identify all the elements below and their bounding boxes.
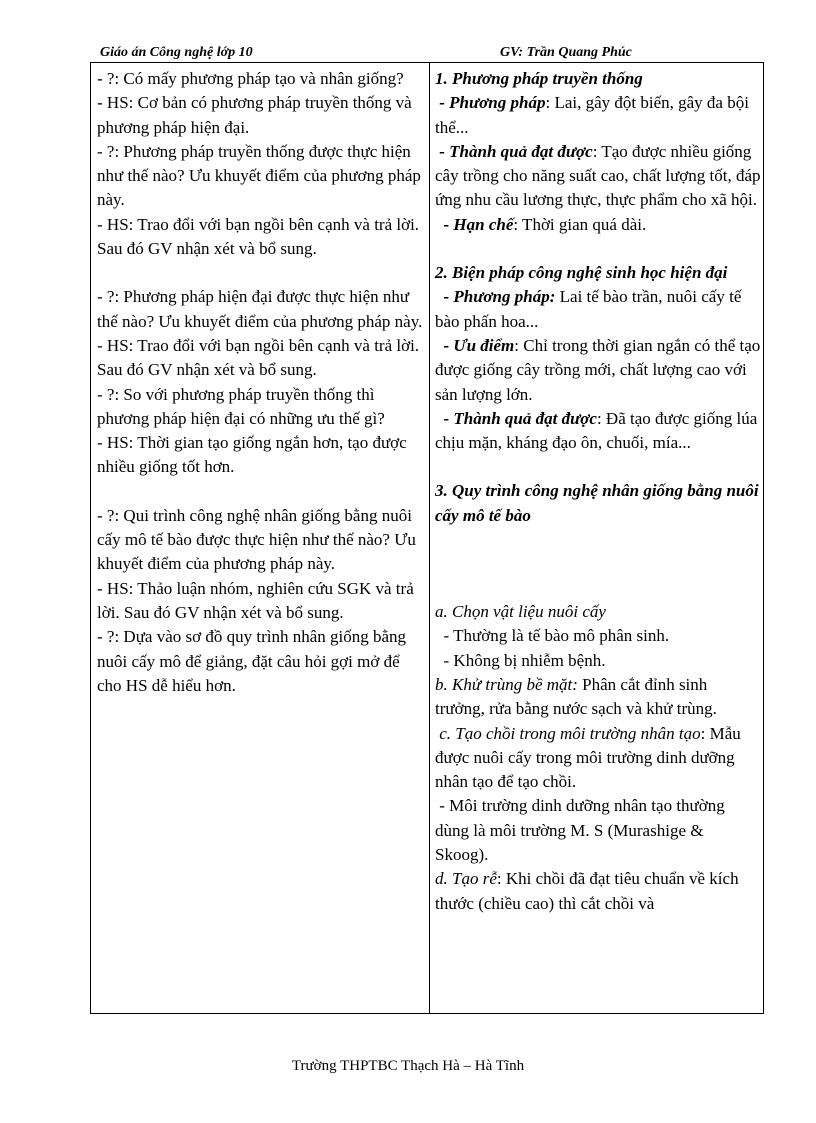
step-b: b. Khử trùng bề mặt: Phân cắt đỉnh sinh trưởng, rửa bằng nước sạch và khử trùng. (435, 674, 717, 719)
answer-traditional: - HS: Trao đổi với bạn ngồi bên cạnh và trả lời. Sau đó GV nhận xét và bổ sung. (97, 214, 420, 259)
question-methods: - ?: Có mấy phương pháp tạo và nhân giống? (97, 69, 404, 88)
page-footer: Trường THPTBC Thạch Hà – Hà Tĩnh (291, 1058, 525, 1074)
step-a-item-1: - Thường là tế bào mô phân sinh. (443, 626, 670, 646)
answer-compare: - HS: Thời gian tạo giống ngắn hơn, tạo được nhiều giống tốt hơn. (97, 433, 407, 477)
section-heading-3: 3. Quy trình công nghệ nhân giống bằng nuôi cấy mô tế bào (435, 481, 759, 525)
section-heading-1: 1. Phương pháp truyền thống (435, 69, 643, 88)
traditional-results: - Thành quả đạt được: Tạo được nhiều giống cây trồng cho năng suất cao, chất lượng tốt, đáp ứng nhu cầu lương thực, thực phẩm cho xã hội. (435, 141, 761, 210)
answer-tissue-culture: - HS: Thảo luận nhóm, nghiên cứu SGK và trả lời. Sau đó GV nhận xét và bổ sung. (97, 578, 414, 622)
question-compare: - ?: So với phương pháp truyền thống thì phương pháp hiện đại có những ưu thế gì? (97, 384, 385, 428)
traditional-limit: - Hạn chế: Thời gian quá dài. (443, 214, 647, 234)
step-a-item-2: - Không bị nhiễm bệnh. (443, 650, 606, 670)
lesson-table (90, 62, 764, 1014)
question-diagram: - ?: Dựa vào sơ đồ quy trình nhân giống bằng nuôi cấy mô để giảng, đặt câu hỏi gợi mở để cho HS dễ hiểu hơn. (97, 627, 407, 695)
step-c-medium: - Môi trường dinh dưỡng nhân tạo thường dùng là môi trường M. S (Murashige & Skoog). (435, 796, 725, 865)
modern-method: - Phương pháp: Lai tế bào trần, nuôi cấy tế bào phấn hoa... (435, 287, 742, 331)
content-column (435, 67, 761, 916)
modern-advantage: - Ưu điểm: Chỉ trong thời gian ngắn có thể tạo được giống cây trồng mới, chất lượng cao với sản lượng lớn. (435, 335, 761, 404)
answer-modern: - HS: Trao đổi với bạn ngồi bên cạnh và trả lời. Sau đó GV nhận xét và bổ sung. (97, 335, 420, 380)
step-d: d. Tạo rễ: Khi chồi đã đạt tiêu chuẩn về kích thước (chiều cao) thì cắt chồi và (435, 869, 739, 913)
modern-results: - Thành quả đạt được: Đã tạo được giống lúa chịu mặn, kháng đạo ôn, chuối, mía... (435, 408, 758, 453)
traditional-method: - Phương pháp: Lai, gây đột biến, gây đa bội thể... (435, 93, 749, 137)
page-header (100, 45, 666, 63)
question-tissue-culture: - ?: Qui trình công nghệ nhân giống bằng nuôi cấy mô tế bào được thực hiện như thế nào? Ưu khuyết điểm của phương pháp này. (97, 505, 416, 574)
answer-methods: - HS: Cơ bản có phương pháp truyền thống và phương pháp hiện đại. (97, 93, 412, 137)
section-heading-2: 2. Biện pháp công nghệ sinh học hiện đại (435, 263, 728, 283)
question-modern: - ?: Phương pháp hiện đại được thực hiện như thế nào? Ưu khuyết điểm của phương pháp này. (97, 287, 423, 331)
step-a-heading: a. Chọn vật liệu nuôi cấy (435, 602, 606, 622)
column-divider (429, 63, 430, 1013)
teacher-student-activity-column (97, 67, 425, 698)
question-traditional: - ?: Phương pháp truyền thống được thực hiện như thế nào? Ưu khuyết điểm của phương pháp này. (97, 141, 421, 210)
step-c: c. Tạo chồi trong môi trường nhân tạo: Mẫu được nuôi cấy trong môi trường dinh dưỡng nhân tạo để tạo chồi. (435, 723, 741, 792)
header-subject: Giáo án Công nghệ lớp 10 (100, 45, 253, 60)
header-teacher: GV: Trần Quang Phúc (500, 45, 632, 60)
